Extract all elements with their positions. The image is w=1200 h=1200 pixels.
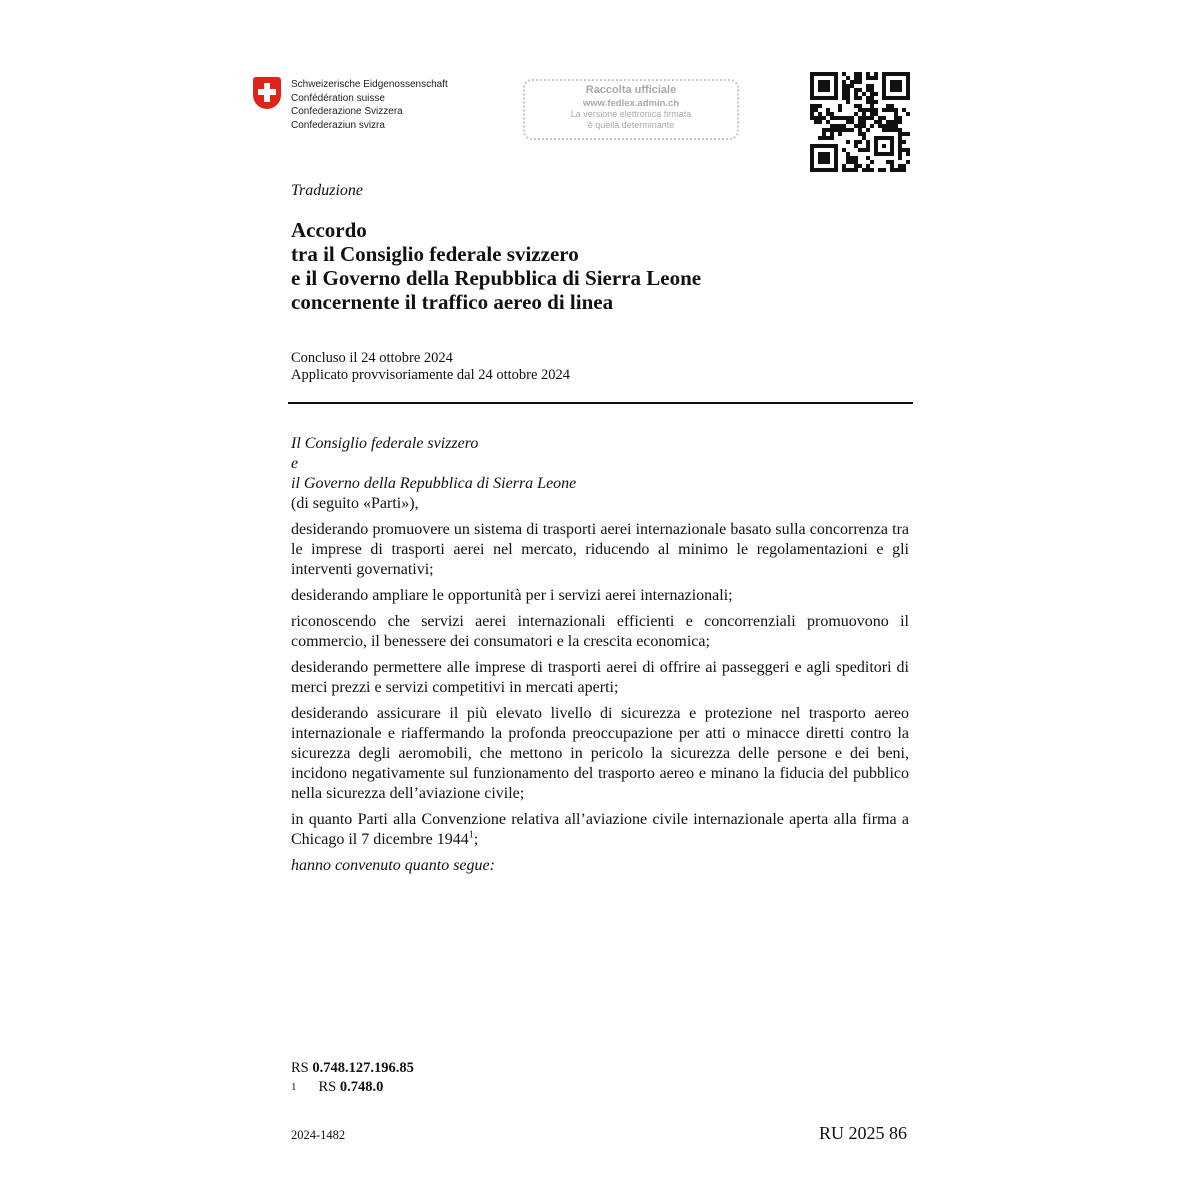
title-line-3: e il Governo della Repubblica di Sierra Leone	[291, 266, 702, 290]
footnote-prefix: RS	[318, 1079, 337, 1095]
title-line-4: concernente il traffico aereo di linea	[291, 290, 614, 314]
preamble-clause: desiderando permettere alle imprese di trasporti aerei di offrire ai passeggeri e agli speditori di merci prezzi e servizi competitivi in mercati aperti;	[291, 659, 909, 696]
confederation-name-fr: Confédération suisse	[291, 92, 385, 104]
title-divider	[288, 402, 913, 404]
footnote-marker[interactable]: 1	[468, 829, 474, 841]
qr-code-icon	[810, 72, 910, 172]
preamble-clause: desiderando promuovere un sistema di trasporti aerei internazionale basato sulla concorrenza tra le imprese di trasporti aerei nel mercato, riducendo al minimo le regolamentazioni e gli interventi governativi;	[291, 521, 909, 578]
document-dates	[291, 350, 570, 383]
party-conjunction: e	[291, 455, 299, 472]
rs-reference	[291, 1059, 414, 1077]
footnote-number: 1	[291, 1081, 297, 1093]
closing-formula: hanno convenuto quanto segue:	[291, 857, 495, 874]
translation-label: Traduzione	[291, 182, 364, 199]
official-collection-stamp	[523, 79, 739, 140]
party-2: il Governo della Repubblica di Sierra Leone	[291, 475, 577, 492]
confederation-name-rm: Confederaziun svizra	[291, 119, 385, 131]
rs-number: 0.748.127.196.85	[312, 1060, 414, 1076]
confederation-name-it: Confederazione Svizzera	[291, 106, 403, 117]
footnote-reference: 0.748.0	[339, 1079, 384, 1095]
stamp-url: www.fedlex.admin.ch	[582, 98, 680, 109]
title-line-1: Accordo	[291, 218, 367, 242]
preamble-clause: riconoscendo che servizi aerei internazionali efficienti e concorrenziali promuovono il commercio, il benessere dei consumatori e la crescita economica;	[291, 613, 909, 650]
stamp-line1: La versione elettronica firmata	[570, 109, 692, 119]
stamp-title: Raccolta ufficiale	[585, 84, 677, 96]
swiss-cross-icon	[253, 77, 281, 109]
rs-prefix: RS	[291, 1060, 309, 1076]
chicago-clause-text: in quanto Parti alla Convenzione relativa all’aviazione civile internazionale aperta alla firma a Chicago il 7 dicembre 1944	[291, 811, 909, 848]
preamble-clause: desiderando assicurare il più elevato livello di sicurezza e protezione nel trasporto aereo internazionale e riaffermando la profonda preoccupazione per atti o minacce diretti contro la sicurezza degli aeromobili, che mettono in pericolo la sicurezza delle persone e dei beni, incidono negativamente sul funzionamento del trasporto aereo e minano la fiducia del pubblico nella sicurezza dell’aviazione civile;	[291, 705, 909, 802]
chicago-clause-end: ;	[473, 831, 479, 848]
preamble-clause-chicago	[291, 810, 909, 850]
ru-reference: RU 2025 86	[819, 1123, 908, 1143]
parties-definition: (di seguito «Parti»),	[291, 495, 419, 512]
concluded-date: Concluso il 24 ottobre 2024	[291, 350, 453, 366]
preamble-clause: desiderando ampliare le opportunità per i servizi aerei internazionali;	[291, 587, 733, 604]
confederation-name-de: Schweizerische Eidgenossenschaft	[291, 79, 448, 90]
preamble	[291, 434, 909, 876]
document-number: 2024-1482	[291, 1128, 346, 1142]
stamp-line2: è quella determinante	[587, 120, 675, 130]
party-1: Il Consiglio federale svizzero	[291, 435, 479, 452]
confederation-names	[291, 78, 448, 132]
provisional-application-date: Applicato provvisoriamente dal 24 ottobre 2024	[291, 366, 571, 383]
footnote-1	[291, 1078, 383, 1096]
document-title	[291, 218, 701, 314]
title-line-2: tra il Consiglio federale svizzero	[291, 242, 579, 266]
